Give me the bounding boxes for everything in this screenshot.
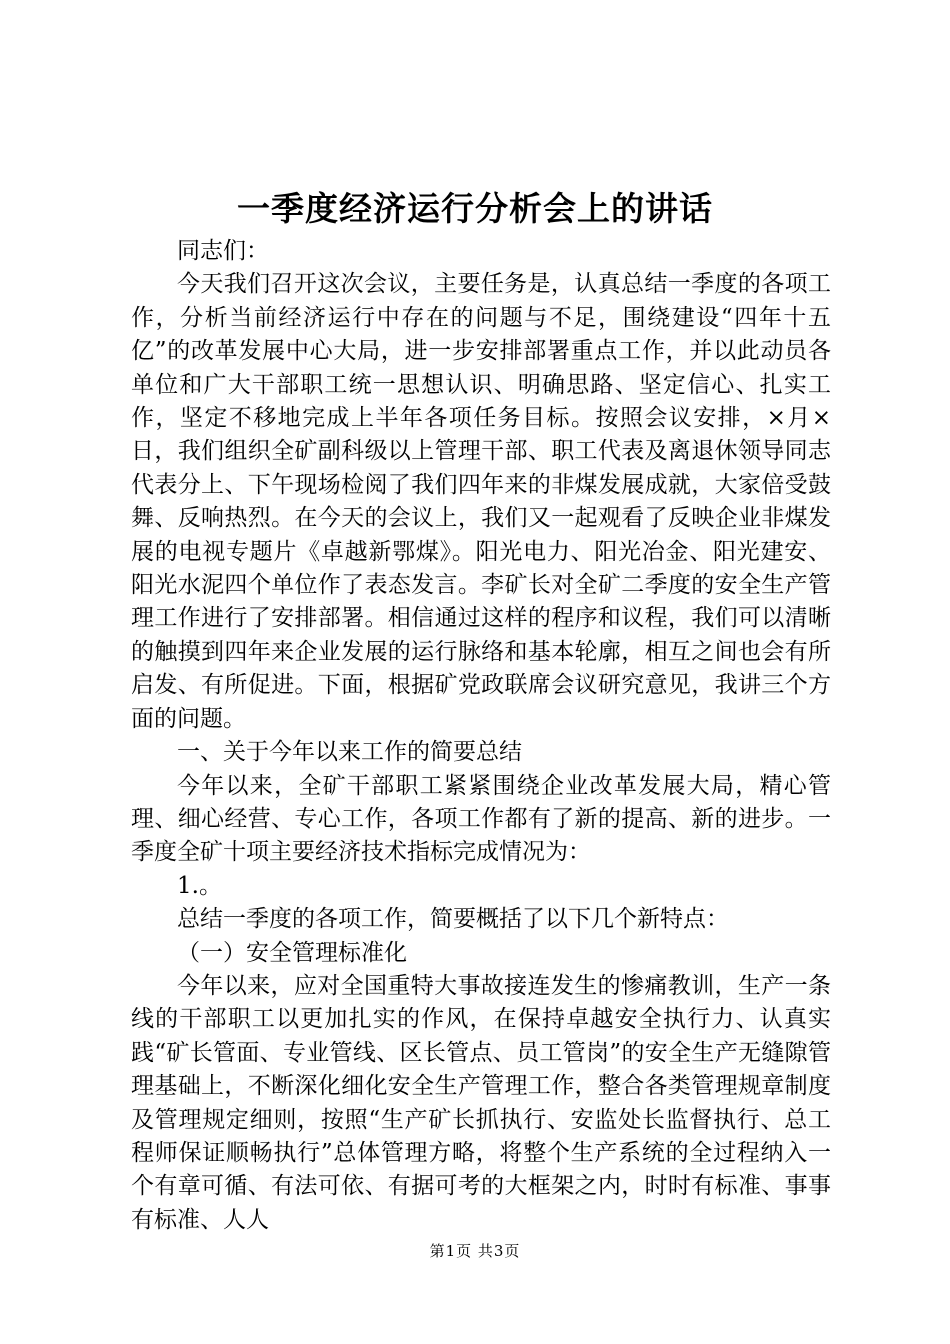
document-title: 一季度经济运行分析会上的讲话 [237,189,713,228]
list-item-1: 1.。 [177,872,222,899]
subsection-heading-1: （一）安全管理标准化 [177,939,407,966]
section-heading-1: 一、关于今年以来工作的简要总结 [177,739,522,766]
summary-paragraph: 今年以来，全矿干部职工紧紧围绕企业改革发展大局，精心管理、细心经营、专心工作，各项工作都有了新的提高、新的进步。一季度全矿十项主要经济技术指标完成情况为： [131,772,831,866]
safety-paragraph: 今年以来，应对全国重特大事故接连发生的惨痛教训，生产一条线的干部职工以更加扎实的作风，在保持卓越安全执行力、认真实践“矿长管面、专业管线、区长管点、员工管岗”的安全生产无缝隙管理基础上，不断深化细化安全生产管理工作，整合各类管理规章制度及管理规定细则，按照“生产矿长抓执行、安监处长监督执行、总工程师保证顺畅执行”总体管理方略，将整个生产系统的全过程纳入一个有章可循、有法可依、有据可考的大框架之内，时时有标准、事事有标准、人人 [131,972,831,1233]
intro-paragraph: 今天我们召开这次会议，主要任务是，认真总结一季度的各项工作，分析当前经济运行中存在的问题与不足，围绕建设“四年十五亿”的改革发展中心大局，进一步安排部署重点工作，并以此动员各单位和广大干部职工统一思想认识、明确思路、坚定信心、扎实工作，坚定不移地完成上半年各项任务目标。按照会议安排，×月×日，我们组织全矿副科级以上管理干部、职工代表及离退休领导同志代表分上、下午现场检阅了我们四年来的非煤发展成就，大家倍受鼓舞、反响热烈。在今天的会议上，我们又一起观看了反映企业非煤发展的电视专题片《卓越新鄂煤》。阳光电力、阳光冶金、阳光建安、阳光水泥四个单位作了表态发言。李矿长对全矿二季度的安全生产管理工作进行了安排部署。相信通过这样的程序和议程，我们可以清晰的触摸到四年来企业发展的运行脉络和基本轮廓，相互之间也会有所启发、有所促进。下面，根据矿党政联席会议研究意见，我讲三个方面的问题。 [131,271,831,732]
features-intro-paragraph: 总结一季度的各项工作，简要概括了以下几个新特点： [177,906,729,933]
salutation-paragraph: 同志们： [177,238,269,264]
page-footer: 第1页 共3页 [429,1242,521,1260]
document-body [131,235,831,1237]
